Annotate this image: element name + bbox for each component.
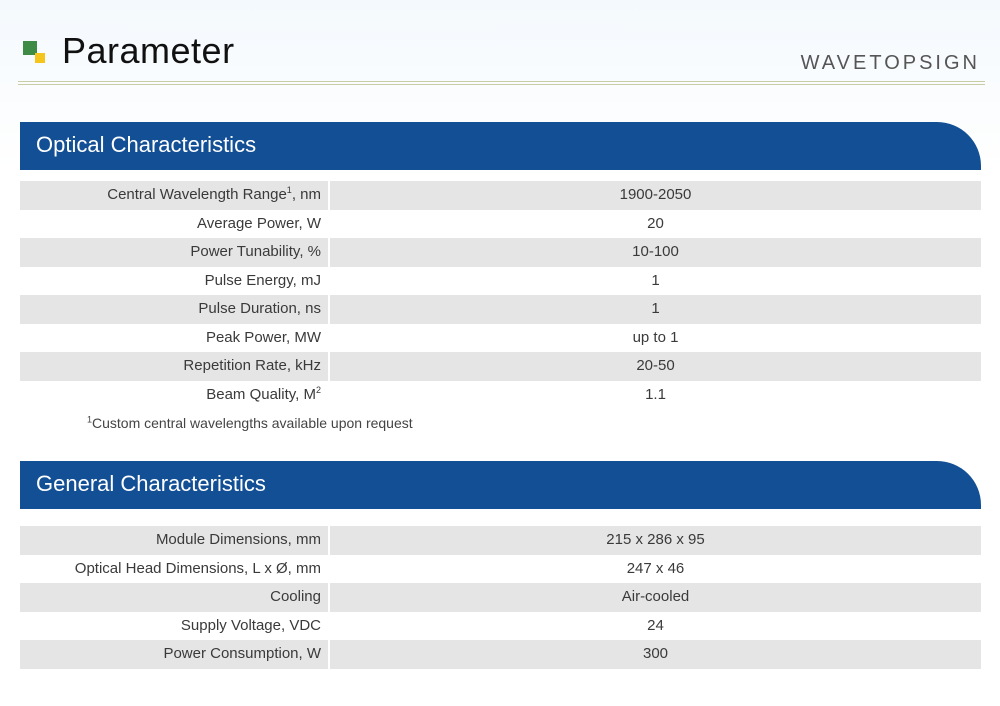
row-label: Module Dimensions, mm [20,526,328,555]
row-value: 10-100 [330,238,981,267]
row-value: 1.1 [645,385,666,403]
row-label: Cooling [20,583,328,612]
footnote: $^1$Custom central wavelengths available upon request [87,414,413,431]
row-value: 1 [651,271,660,289]
row-value: 247 x 46 [626,559,685,577]
table-row [20,381,981,410]
row-label: Supply Voltage, VDC [180,616,321,634]
general-table [20,526,981,669]
row-label: Optical Head Dimensions, L x Ø, mm [74,559,321,577]
optical-table [20,181,981,409]
general-section-header [20,461,981,509]
table-row [20,583,981,612]
header-divider [18,81,985,82]
optical-section-title: Optical Characteristics [36,132,257,157]
table-row [20,295,981,324]
general-section-title: General Characteristics [36,471,266,496]
row-label: Beam Quality, $M^2$ [206,384,321,403]
header-divider [18,84,985,85]
row-label: Central Wavelength Range$^1$, nm [20,181,328,210]
row-label: Repetition Rate, kHz [20,352,328,381]
row-value: 20-50 [330,352,981,381]
optical-section-header [20,122,981,170]
table-row [20,181,981,210]
table-row [20,238,981,267]
table-row [20,555,981,584]
row-value: 24 [647,616,664,634]
table-row [20,526,981,555]
row-label: Power Consumption, W [20,640,328,669]
table-row [20,210,981,239]
row-value: up to 1 [632,328,679,346]
row-value: 1 [330,295,981,324]
row-value: 300 [330,640,981,669]
row-value: 1900-2050 [330,181,981,210]
row-label: Power Tunability, % [20,238,328,267]
table-row [20,324,981,353]
table-row [20,640,981,669]
logo-icon [23,41,47,65]
table-row [20,352,981,381]
row-label: Average Power, W [197,214,321,232]
table-row [20,267,981,296]
row-label: Pulse Energy, mJ [204,271,321,289]
row-value: Air-cooled [330,583,981,612]
row-label: Peak Power, MW [205,328,321,346]
row-value: 215 x 286 x 95 [330,526,981,555]
table-row [20,612,981,641]
page-title: Parameter [62,30,235,71]
brand-name: WAVETOPSIGN [800,52,980,74]
row-label: Pulse Duration, ns [20,295,328,324]
row-value: 20 [647,214,664,232]
